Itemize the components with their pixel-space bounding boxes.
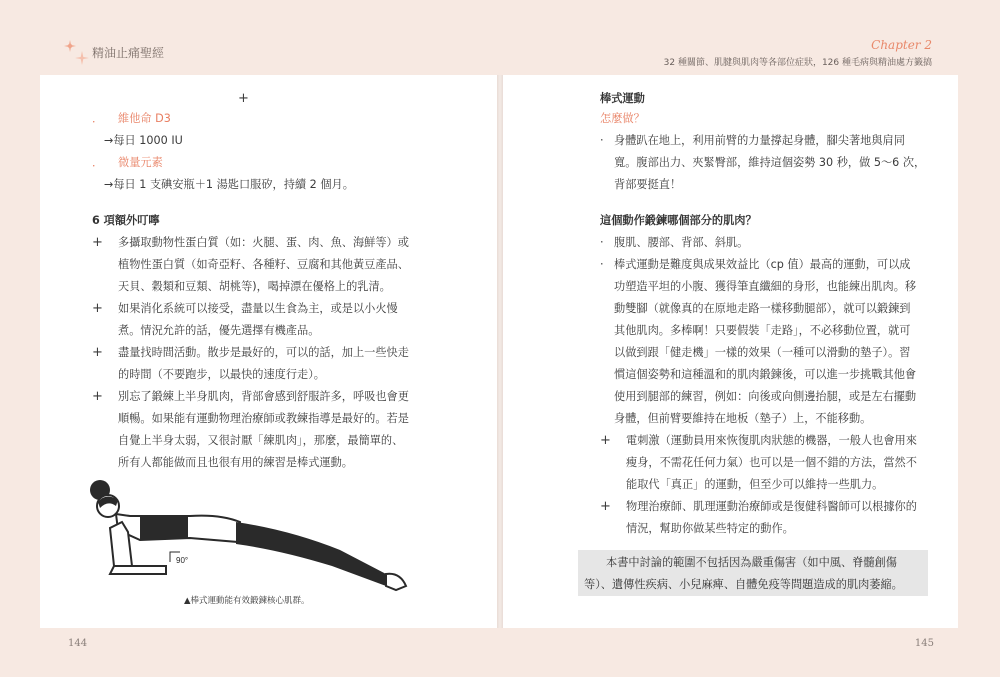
list-text [614,130,940,196]
text-line: 使用到腿部的練習，例如：向後或向側邊抬腿，或是左右擺動 [614,390,917,403]
text-line: 其他肌肉。多棒啊！只要假裝「走路」，不必移動位置，就可 [614,324,911,337]
page-number-left: 144 [68,638,88,649]
plus-icon: + [238,91,249,106]
text-line: 等）、遺傳性疾病、小兒麻痺、自體免疫等問題造成的肌肉萎縮。 [584,578,903,591]
text-line: 電刺激（運動員用來恢復肌肉狀態的機器，一般人也會用來 [626,434,917,447]
tip-text [118,298,437,342]
bullet-marker: · [600,258,604,271]
list-item [92,108,452,130]
tip-text [626,430,940,496]
answer-list [600,232,940,540]
item-label: 維他命 D3 [118,112,171,125]
text-line: 動雙腳（就像真的在原地走路一樣移動腿部），就可以鍛鍊到 [614,302,911,315]
tip-text [118,342,437,386]
figure-caption: ▲棒式運動能有效鍛鍊核心肌群。 [184,596,310,606]
list-text [614,232,940,254]
text-line: 慣這個姿勢和這種溫和的肌肉鍛鍊後，可以進一步挑戰其他會 [614,368,917,381]
tip-item [600,430,940,496]
book-title: 精油止痛聖經 [92,46,165,60]
tips-heading: 6 項額外叮嚀 [92,214,160,227]
tips-list [92,232,437,474]
bullet-marker: · [600,134,604,147]
item-label: 微量元素 [118,156,163,169]
text-line: 棒式運動是難度與成果效益比（cp 值）最高的運動，可以成 [614,258,911,271]
text-line: 腹肌、腰部、背部、斜肌。 [614,236,749,249]
text-line: 盡量找時間活動。散步是最好的，可以的話，加上一些快走 [118,346,409,359]
tip-text [118,232,437,298]
chapter-subtitle: 32 種關節、肌腱與肌肉等各部位症狀，126 種毛病與精油處方籤搞 [663,58,932,68]
section-title: 棒式運動 [600,92,645,105]
flower-icon [62,38,92,68]
tip-item [92,342,437,386]
text-line: 寬。腹部出力、夾緊臀部，維持這個姿勢 30 秒，做 5～6 次， [614,156,926,169]
text-line: 功塑造平坦的小腹、獲得筆直纖細的身形，也能練出肌肉。移 [614,280,917,293]
text-line: 別忘了鍛練上半身肌肉，背部會感到舒服許多，呼吸也會更 [118,390,409,403]
item-detail: →每日 1000 IU [104,134,183,147]
list-item [600,130,940,196]
tip-text [118,386,437,474]
text-line: 情況，幫助你做某些特定的動作。 [626,522,794,535]
text-line: 天貝、穀類和豆類、胡桃等)，喝掉漂在優格上的乳清。 [118,280,391,293]
chapter-header [664,38,932,68]
chapter-label: Chapter 2 [871,38,932,52]
text-line: 以做到跟「健走機」一樣的效果（一種可以滑動的墊子）。習 [614,346,911,359]
how-label: 怎麼做？ [600,112,645,125]
text-line: 煮。情況允許的話，優先選擇有機產品。 [118,324,320,337]
text-line: 瘦身，不需花任何力氣）也可以是一個不錯的方法，當然不 [626,456,917,469]
book-header [62,38,165,71]
tip-text [626,496,940,540]
plus-icon: + [92,235,103,250]
page-number-right: 145 [914,638,934,649]
bullet-marker: ． [92,156,104,169]
tip-item [92,386,437,474]
text-line: 身體，但前臂要維持在地板（墊子）上，不能移動。 [614,412,872,425]
tip-item [92,232,437,298]
bullet-marker: ． [92,112,104,125]
text-line: 多攝取動物性蛋白質（如：火腿、蛋、肉、魚、海鮮等）或 [118,236,409,249]
supplement-list [92,108,452,196]
plus-icon: + [92,301,103,316]
list-item [600,232,940,254]
how-text [600,130,940,196]
plus-icon: + [92,389,103,404]
text-line: 所有人都能做而且也很有用的練習是棒式運動。 [118,456,353,469]
text-line: 物理治療師、肌理運動治療師或是復健科醫師可以根據你的 [626,500,917,513]
bullet-marker: · [600,236,604,249]
tip-item [92,298,437,342]
text-line: 植物性蛋白質（如奇亞籽、各種籽、豆腐和其他黃豆產品、 [118,258,409,271]
book-gutter [497,75,503,628]
text-line: 背部要挺直！ [614,178,682,191]
list-item [92,152,452,174]
text-line: 的時間（不要跑步，以最快的速度行走）。 [118,368,325,381]
text-line: 能取代「真正」的運動，但至少可以維持一些肌力。 [626,478,884,491]
item-detail: →每日 1 支碘安瓶＋1 湯匙口服矽，持續 2 個月。 [104,178,354,191]
plank-illustration [70,470,410,595]
text-line: 如果消化系統可以接受，盡量以生食為主，或是以小火慢 [118,302,398,315]
list-item [600,254,940,430]
angle-label: 90° [176,556,189,565]
text-line: 身體趴在地上，利用前臂的力量撐起身體，腳尖著地與肩同 [614,134,905,147]
text-line: 順暢。如果能有運動物理治療師或教練指導是最好的。若是 [118,412,409,425]
list-text [614,254,940,430]
text-line: 本書中討論的範圍不包括因為嚴重傷害（如中風、脊髓創傷 [606,556,897,569]
plus-icon: + [600,433,611,448]
text-line: 自覺上半身太弱，又很討厭「練肌肉」，那麼，最簡單的、 [118,434,404,447]
question-heading: 這個動作鍛鍊哪個部分的肌肉？ [600,214,757,227]
scope-note [578,550,928,596]
plus-icon: + [600,499,611,514]
plus-icon: + [92,345,103,360]
tip-item [600,496,940,540]
